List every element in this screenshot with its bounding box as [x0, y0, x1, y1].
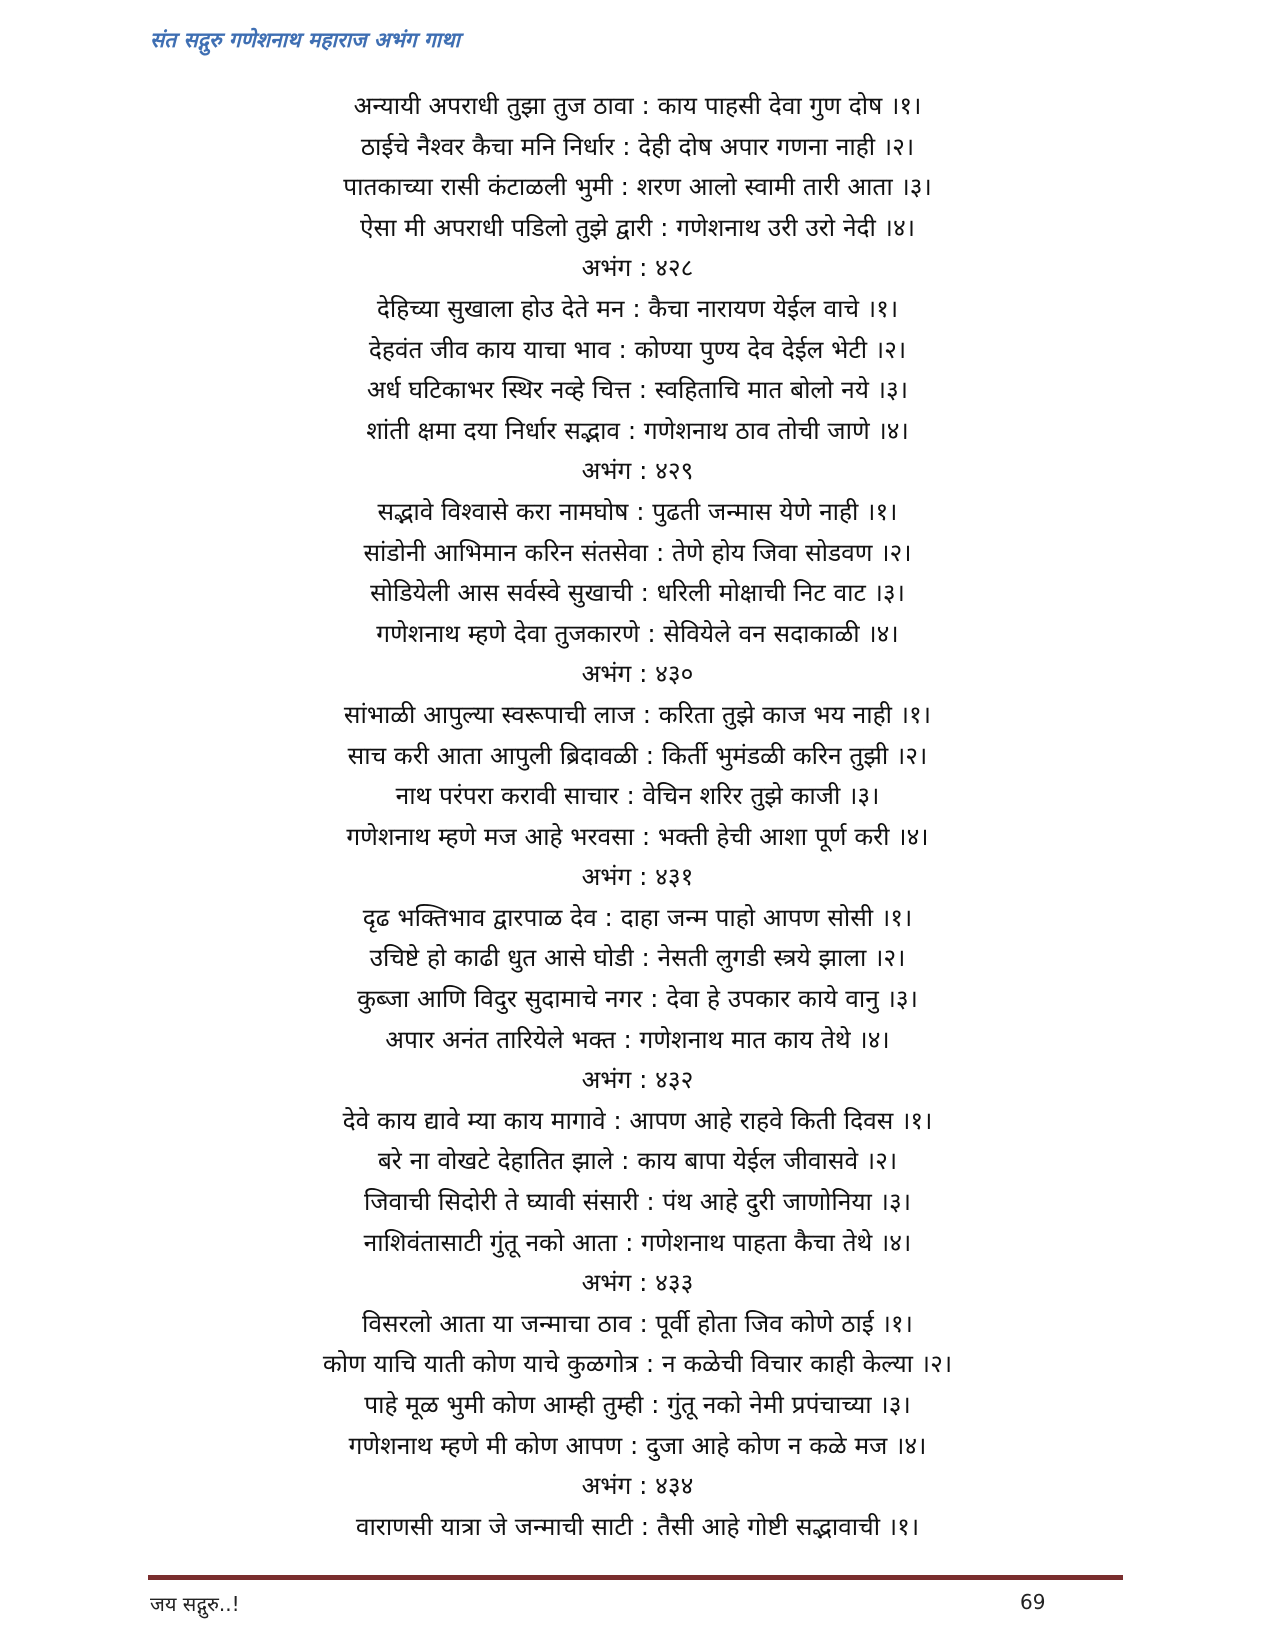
- verse-line: नाथ परंपरा करावी साचार : वेचिन शरिर तुझे काजी ।३।: [395, 781, 880, 811]
- verse-line: सद्भावे विश्वासे करा नामघोष : पुढती जन्मास येणे नाही ।१।: [377, 496, 898, 526]
- verse-line: कोण याचि याती कोण याचे कुळगोत्र : न कळेची विचार काही केल्या ।२।: [322, 1349, 953, 1379]
- verse-line: अर्ध घटिकाभर स्थिर नव्हे चित्त : स्वहिताचि मात बोलो नये ।३।: [366, 375, 909, 405]
- footer-divider: [148, 1575, 1123, 1580]
- verse-line: सांडोनी आभिमान करिन संतसेवा : तेणे होय जिवा सोडवण ।२।: [363, 537, 912, 567]
- verse-line: उचिष्टे हो काढी धुत आसे घोडी : नेसती लुगडी स्त्रये झाला ।२।: [369, 943, 906, 973]
- footer-text: जय सद्गुरु..!: [150, 1592, 240, 1616]
- abhang-heading: अभंग : ४३२: [581, 1065, 694, 1095]
- verse-line: पातकाच्या रासी कंटाळली भुमी : शरण आलो स्वामी तारी आता ।३।: [343, 172, 932, 202]
- verse-line: गणेशनाथ म्हणे मज आहे भरवसा : भक्ती हेची आशा पूर्ण करी ।४।: [346, 821, 929, 851]
- verse-line: कुब्जा आणि विदुर सुदामाचे नगर : देवा हे उपकार काये वानु ।३।: [357, 984, 918, 1014]
- verse-line: साच करी आता आपुली ब्रिदावळी : किर्ती भुमंडळी करिन तुझी ।२।: [347, 740, 928, 770]
- verse-line: देहिच्या सुखाला होउ देते मन : कैचा नारायण येईल वाचे ।१।: [376, 293, 899, 323]
- verse-line: बरे ना वोखटे देहातित झाले : काय बापा येईल जीवासवे ।२।: [377, 1146, 898, 1176]
- verse-line: शांती क्षमा दया निर्धार सद्भाव : गणेशनाथ ठाव तोची जाणे ।४।: [366, 415, 909, 445]
- verse-line: देहवंत जीव काय याचा भाव : कोण्या पुण्य देव देईल भेटी ।२।: [368, 334, 907, 364]
- verse-line: अन्यायी अपराधी तुझा तुज ठावा : काय पाहसी देवा गुण दोष ।१।: [353, 91, 922, 120]
- verse-line: दृढ भक्तिभाव द्वारपाळ देव : दाहा जन्म पाहो आपण सोसी ।१।: [362, 902, 913, 932]
- abhang-heading: अभंग : ४३१: [581, 862, 694, 892]
- verse-line: पाहे मूळ भुमी कोण आम्ही तुम्ही : गुंतू नको नेमी प्रपंचाच्या ।३।: [364, 1390, 911, 1419]
- verse-line: जिवाची सिदोरी ते घ्यावी संसारी : पंथ आहे दुरी जाणोनिया ।३।: [363, 1187, 911, 1217]
- abhang-heading: अभंग : ४२९: [581, 456, 694, 486]
- verse-line: ठाईचे नैश्वर कैचा मनि निर्धार : देही दोष अपार गणना नाही ।२।: [360, 131, 915, 161]
- verse-line: देवे काय द्यावे म्या काय मागावे : आपण आहे राहवे किती दिवस ।१।: [342, 1105, 933, 1135]
- running-header: संत सद्गुरु गणेशनाथ महाराज अभंग गाथा: [150, 28, 460, 52]
- verse-line: गणेशनाथ म्हणे देवा तुजकारणे : सेवियेले वन सदाकाळी ।४।: [376, 618, 899, 648]
- verse-line: अपार अनंत तारियेले भक्त : गणेशनाथ मात काय तेथे ।४।: [385, 1024, 890, 1054]
- abhang-heading: अभंग : ४३०: [581, 659, 694, 689]
- verse-line: विसरलो आता या जन्माचा ठाव : पूर्वी होता जिव कोणे ठाई ।१।: [362, 1308, 913, 1338]
- verse-line: वाराणसी यात्रा जे जन्माची साटी : तैसी आहे गोष्टी सद्भावाची ।१।: [355, 1511, 920, 1541]
- page-number: 69: [1020, 1590, 1046, 1614]
- verse-line: सांभाळी आपुल्या स्वरूपाची लाज : करिता तुझे काज भय नाही ।१।: [343, 699, 932, 729]
- verse-line: ऐसा मी अपराधी पडिलो तुझे द्वारी : गणेशनाथ उरी उरो नेदी ।४।: [359, 212, 915, 242]
- verse-line: गणेशनाथ म्हणे मी कोण आपण : दुजा आहे कोण न कळे मज ।४।: [348, 1430, 927, 1460]
- verse-line: नाशिवंतासाटी गुंतू नको आता : गणेशनाथ पाहता कैचा तेथे ।४।: [363, 1227, 912, 1257]
- abhang-heading: अभंग : ४२८: [581, 253, 694, 283]
- verse-line: सोडियेली आस सर्वस्वे सुखाची : धरिली मोक्षाची निट वाट ।३।: [370, 578, 905, 608]
- abhang-text: [150, 86, 1125, 1547]
- abhang-heading: अभंग : ४३३: [581, 1268, 694, 1298]
- abhang-heading: अभंग : ४३४: [581, 1471, 694, 1501]
